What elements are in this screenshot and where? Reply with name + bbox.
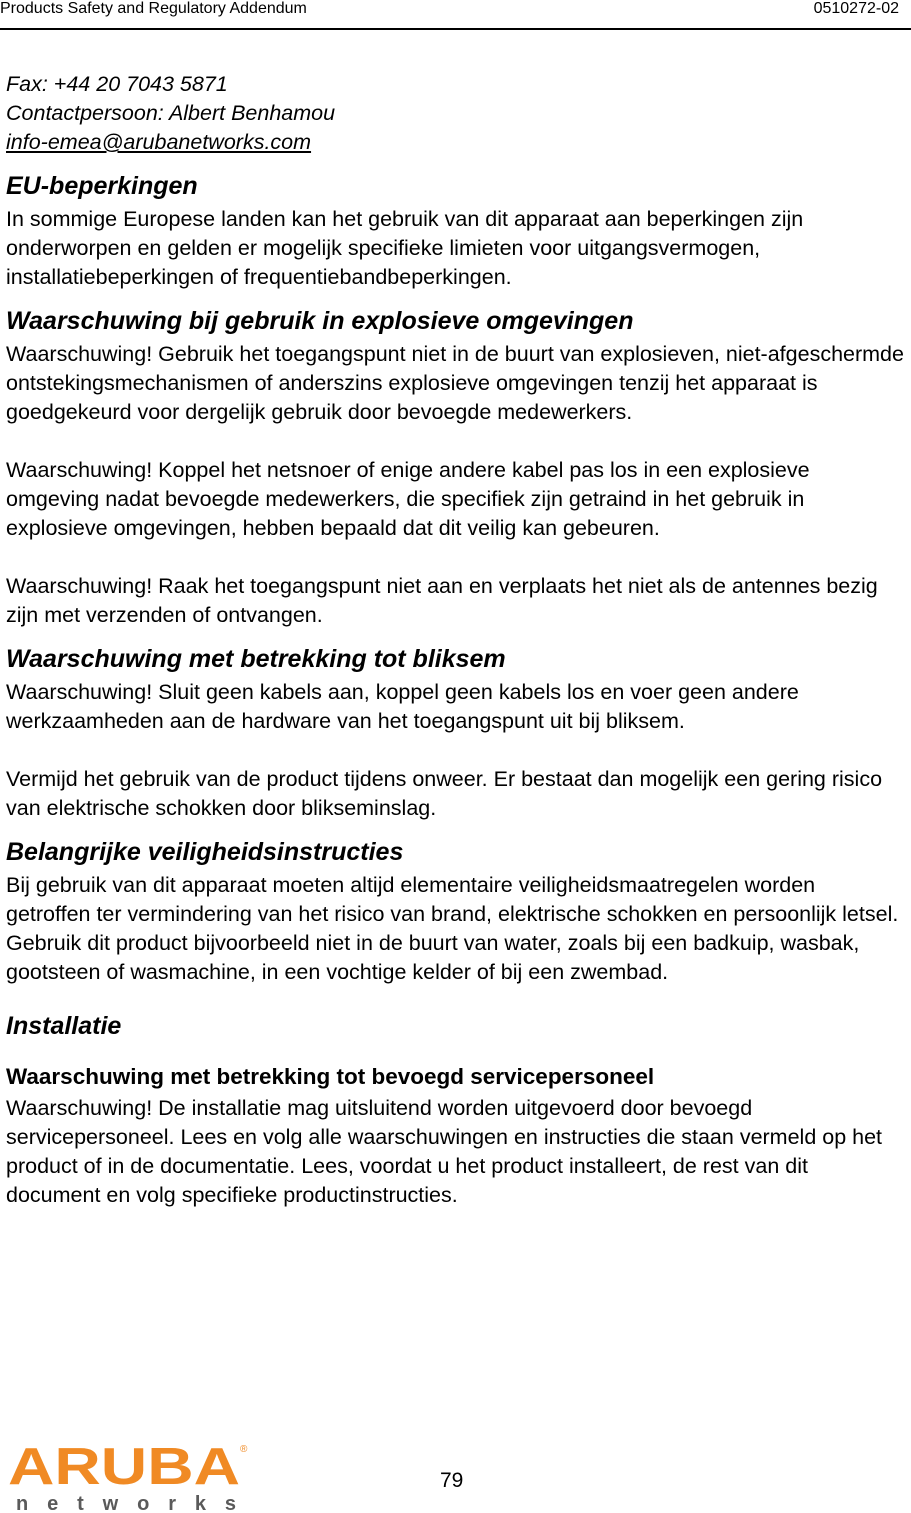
paragraph: Waarschuwing! Sluit geen kabels aan, koppel geen kabels los en voer geen andere werkzaamheden aan de hardware van het toegangspunt uit bij bliksem. <box>6 680 799 733</box>
paragraph: Waarschuwing! Koppel het netsnoer of enige andere kabel pas los in een explosieve omgeving nadat bevoegde medewerkers, die specifiek zijn getraind in het gebruik in explosieve omgevingen, hebben bepaald dat dit veilig kan gebeuren. <box>6 458 810 540</box>
contact-block <box>6 70 904 157</box>
subsection-heading: Waarschuwing met betrekking tot bevoegd servicepersoneel <box>6 1064 655 1089</box>
paragraph: Waarschuwing! Raak het toegangspunt niet aan en verplaats het niet als de antennes bezig zijn met verzenden of ontvangen. <box>6 574 878 627</box>
section-heading: Waarschuwing bij gebruik in explosieve omgevingen <box>6 307 634 335</box>
contact-person: Contactpersoon: Albert Benhamou <box>6 101 336 125</box>
email-link[interactable]: info-emea@arubanetworks.com <box>6 130 312 154</box>
logo-subtitle: n e t w o r k s <box>16 1493 237 1512</box>
document-number: 0510272-02 <box>813 0 899 17</box>
section-lightning-warning <box>6 644 904 823</box>
section-heading: Waarschuwing met betrekking tot bliksem <box>6 645 506 673</box>
paragraph: Vermijd het gebruik van de product tijdens onweer. Er bestaat dan mogelijk een gering risico van elektrische schokken door blikseminslag. <box>6 767 883 820</box>
section-heading: EU-beperkingen <box>6 172 198 200</box>
section-installation <box>6 1011 904 1210</box>
section-explosive-warning <box>6 306 904 630</box>
logo-wordmark: ARUBA <box>8 1440 240 1496</box>
page-header <box>0 0 911 30</box>
paragraph: Bij gebruik van dit apparaat moeten altijd elementaire veiligheidsmaatregelen worden getroffen ter vermindering van het risico van brand, elektrische schokken en persoonlijk letsel. Gebruik dit product bijvoorbeeld niet in de buurt van water, zoals bij een badkuip, wasbak, gootsteen of wasmachine, in een vochtige kelder of bij een zwembad. <box>6 873 899 984</box>
aruba-networks-logo <box>6 1440 256 1512</box>
paragraph: In sommige Europese landen kan het gebruik van dit apparaat aan beperkingen zijn onderworpen en gelden er mogelijk specifieke limieten voor uitgangsvermogen, installatiebeperkingen of frequentiebandbeperkingen. <box>6 207 804 289</box>
paragraph: Waarschuwing! Gebruik het toegangspunt niet in de buurt van explosieven, niet-afgeschermde ontstekingsmechanismen of anderszins explosieve omgevingen tenzij het apparaat is goedgekeurd voor dergelijk gebruik door bevoegde medewerkers. <box>6 342 904 424</box>
section-heading: Belangrijke veiligheidsinstructies <box>6 838 404 866</box>
fax-line: Fax: +44 20 7043 5871 <box>6 72 228 96</box>
section-heading: Installatie <box>6 1012 122 1040</box>
registered-mark: ® <box>240 1444 248 1455</box>
page-number: 79 <box>440 1469 464 1492</box>
paragraph: Waarschuwing! De installatie mag uitsluitend worden uitgevoerd door bevoegd servicepersoneel. Lees en volg alle waarschuwingen en instructies die staan vermeld op het product of in de documentatie. Lees, voordat u het product installeert, de rest van dit document en volg specifieke productinstructies. <box>6 1096 883 1207</box>
document-title: Products Safety and Regulatory Addendum <box>0 0 307 17</box>
section-eu-restrictions <box>6 171 904 292</box>
page-content <box>6 70 904 1210</box>
section-safety-instructions <box>6 837 904 987</box>
